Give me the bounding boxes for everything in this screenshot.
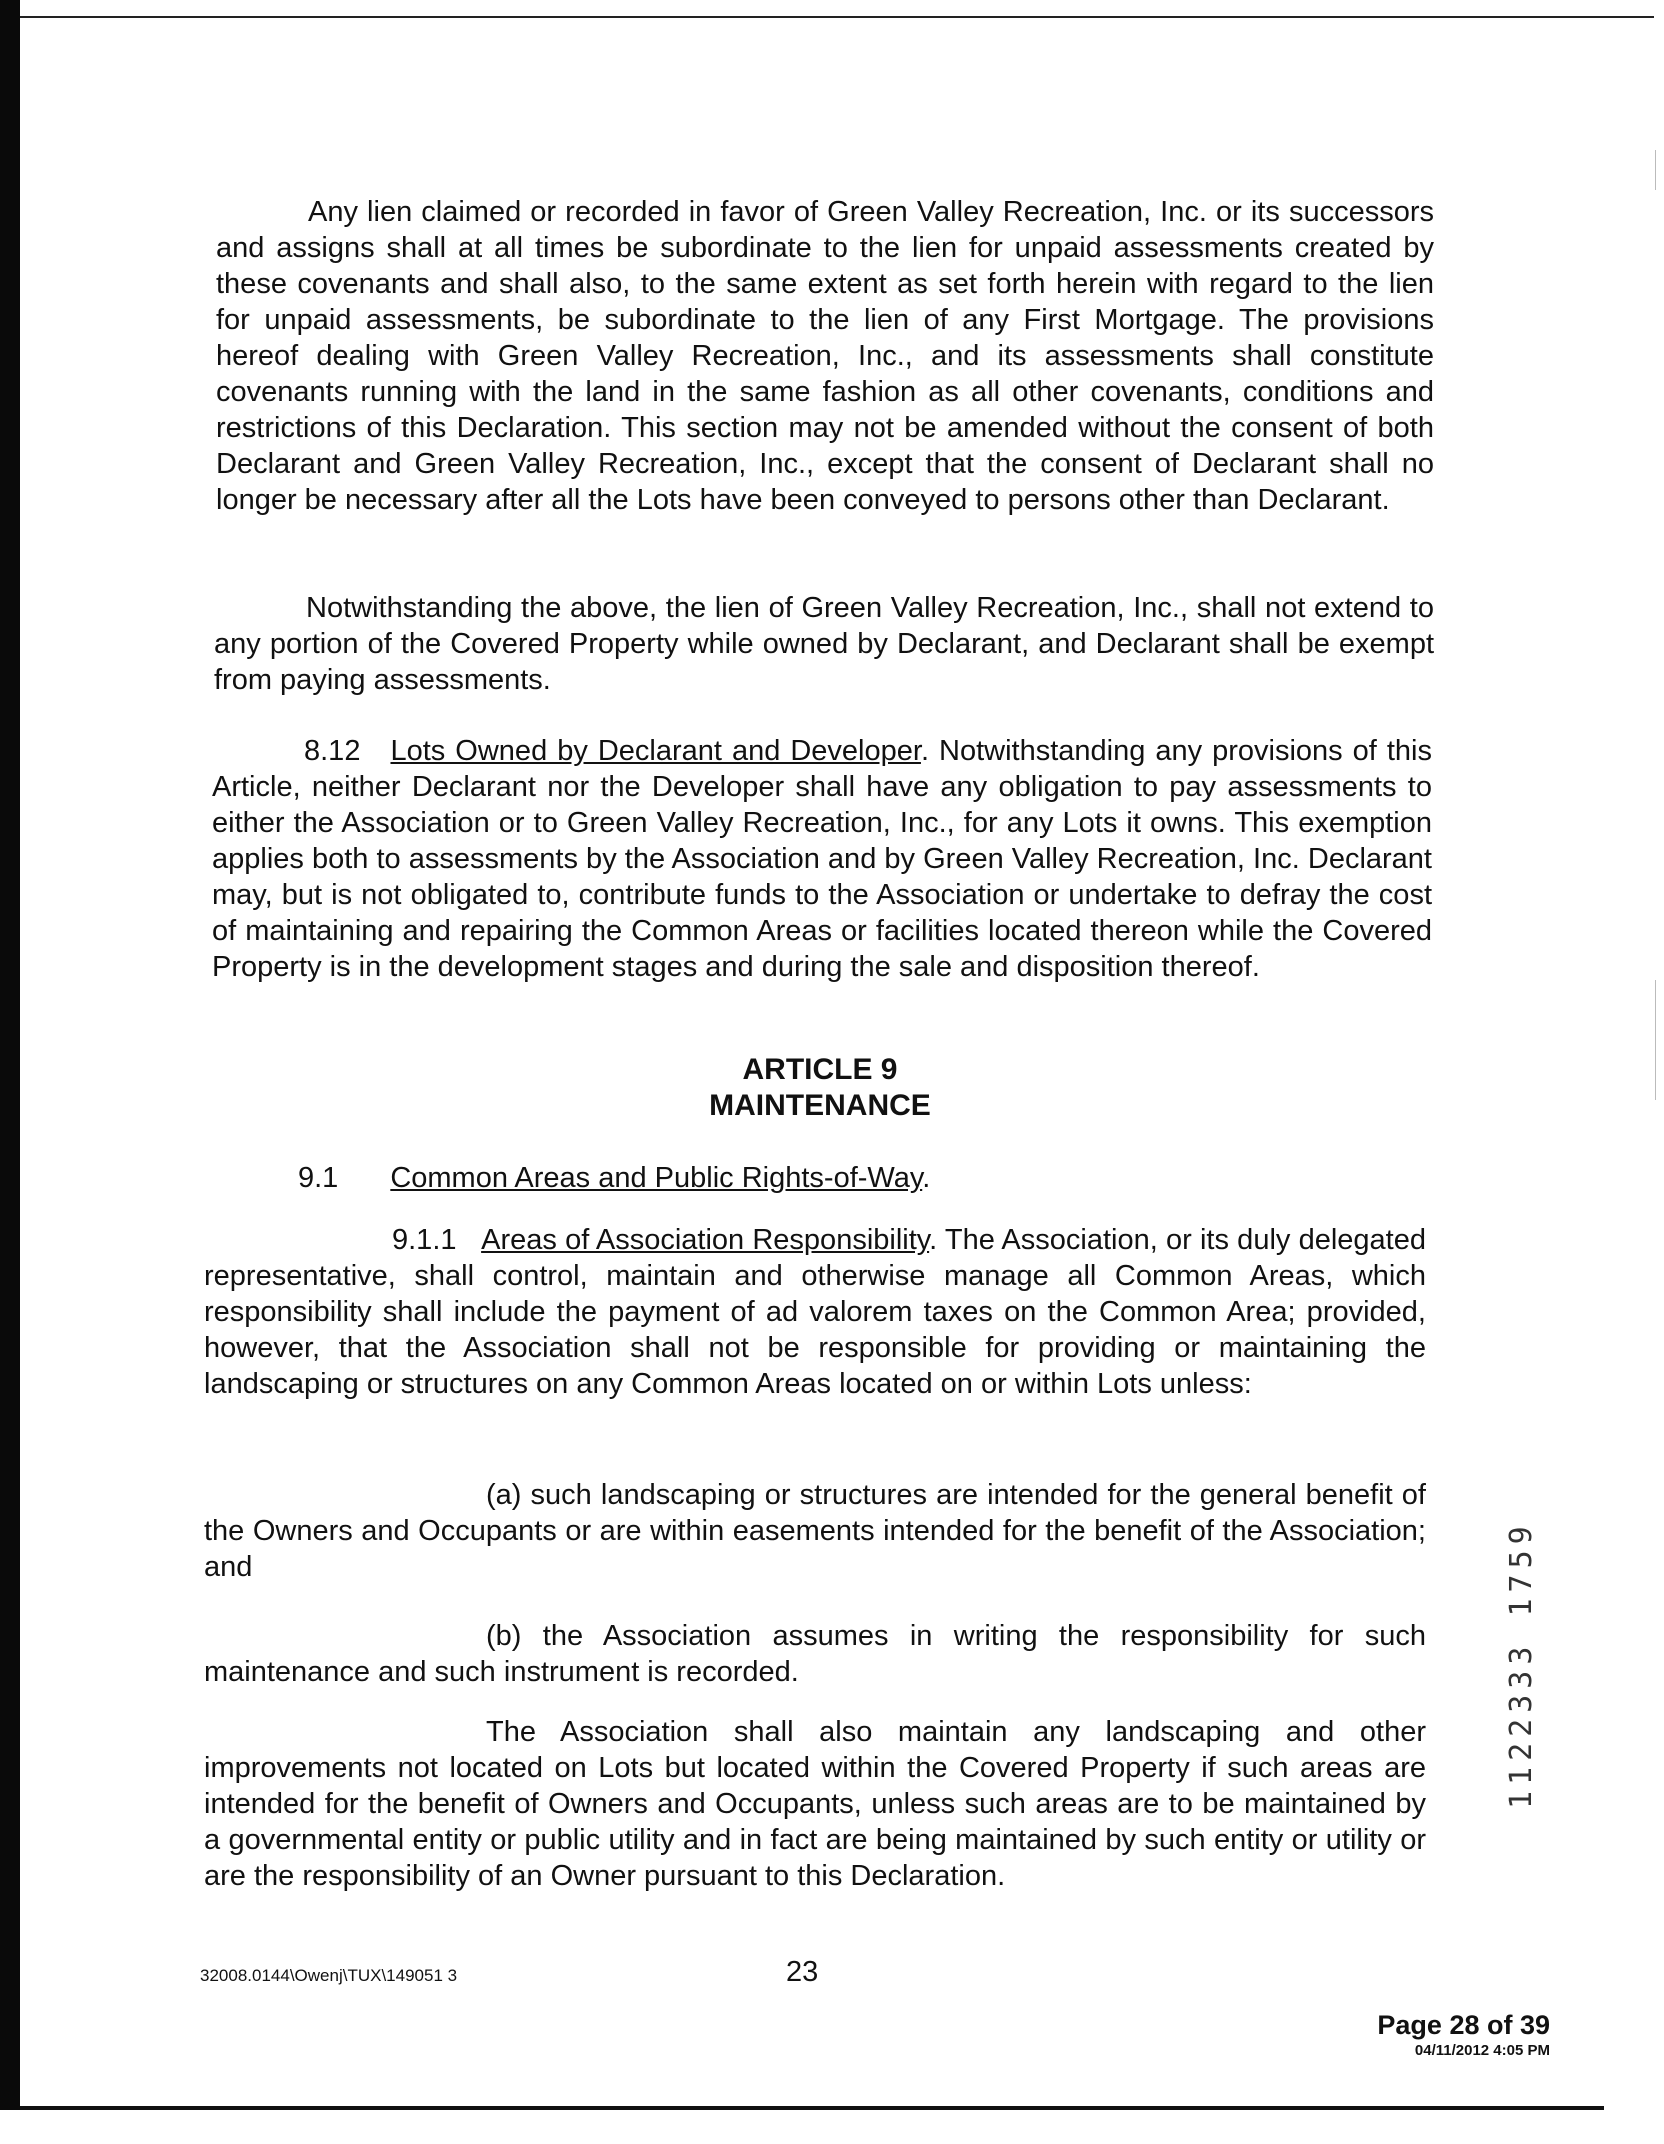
paragraph-gvr-lien: Any lien claimed or recorded in favor of Green Valley Recreation, Inc. or its successors and assigns shall at all times be subordinate to the lien for unpaid assessments created by these covenants and shall also, to the same extent as set forth herein with regard to the lien for unpaid assessments, be subordinate to the lien of any First Mortgage. The provisions hereof dealing with Green Valley Recreation, Inc., and its assessments shall constitute covenants running with the land in the same fashion as all other covenants, conditions and restrictions of this Declaration. This section may not be amended without the consent of both Declarant and Green Valley Recreation, Inc., except that the consent of Declarant shall no longer be necessary after all the Lots have been conveyed to persons other than Declarant.	[216, 196, 1434, 516]
section-8-12: 8.12 Lots Owned by Declarant and Developer. Notwithstanding any provisions of this Article, neither Declarant nor the Developer shall have any obligation to pay assessments to either the Association or to Green Valley Recreation, Inc., for any Lots it owns. This exemption applies both to assessments by the Association and by Green Valley Recreation, Inc. Declarant may, but is not obligated to, contribute funds to the Association or undertake to defray the cost of maintaining and repairing the Common Areas or facilities located thereon while the Covered Property is in the development stages and during the sale and disposition thereof.	[212, 735, 1433, 983]
section-title: Common Areas and Public Rights-of-Way	[390, 1162, 923, 1194]
scan-left-edge	[0, 0, 20, 2110]
scan-top-rule	[20, 16, 1654, 18]
section-title: Areas of Association Responsibility	[481, 1224, 930, 1256]
paragraph-notwithstanding: Notwithstanding the above, the lien of Green Valley Recreation, Inc., shall not extend to any portion of the Covered Property while owned by Declarant, and Declarant shall be exempt from paying assessments.	[214, 592, 1434, 696]
item-b: (b) the Association assumes in writing the responsibility for such maintenance and such instrument is recorded.	[204, 1620, 1426, 1688]
item-a: (a) such landscaping or structures are intended for the general benefit of the Owners and Occupants or are within easements intended for the benefit of the Association; and	[204, 1479, 1426, 1583]
section-9-1-1: 9.1.1 Areas of Association Responsibility. The Association, or its duly delegated representative, shall control, maintain and otherwise manage all Common Areas, which responsibility shall include the payment of ad valorem taxes on the Common Area; provided, however, that the Association shall not be responsible for providing or maintaining the landscaping or structures on any Common Areas located on or within Lots unless:	[204, 1224, 1426, 1400]
scan-speck	[1655, 150, 1656, 190]
page-count: Page 28 of 39	[1377, 2010, 1550, 2040]
paragraph-other-improvements: The Association shall also maintain any landscaping and other improvements not located on Lots but located within the Covered Property if such areas are intended for the benefit of Owners and Occupants, unless such areas are to be maintained by a governmental entity or public utility and in fact are being maintained by such entity or utility or are the responsibility of an Owner pursuant to this Declaration.	[204, 1716, 1426, 1892]
print-timestamp: 04/11/2012 4:05 PM	[1414, 2042, 1550, 2059]
section-title: Lots Owned by Declarant and Developer	[390, 735, 921, 767]
scan-speck	[1655, 980, 1656, 1100]
recording-number-stamp: 1122333 1759	[1504, 1520, 1539, 1810]
article-number: ARTICLE 9	[742, 1053, 898, 1086]
section-number: 8.12	[304, 735, 361, 767]
file-reference: 32008.0144\Owenj\TUX\149051 3	[200, 1966, 458, 1985]
article-title: MAINTENANCE	[709, 1089, 931, 1122]
page-number: 23	[786, 1956, 819, 1988]
section-number: 9.1	[298, 1162, 339, 1194]
section-9-1: 9.1 Common Areas and Public Rights-of-Way.	[298, 1162, 931, 1194]
section-number: 9.1.1	[392, 1224, 457, 1256]
scan-bottom-rule	[20, 2106, 1604, 2110]
